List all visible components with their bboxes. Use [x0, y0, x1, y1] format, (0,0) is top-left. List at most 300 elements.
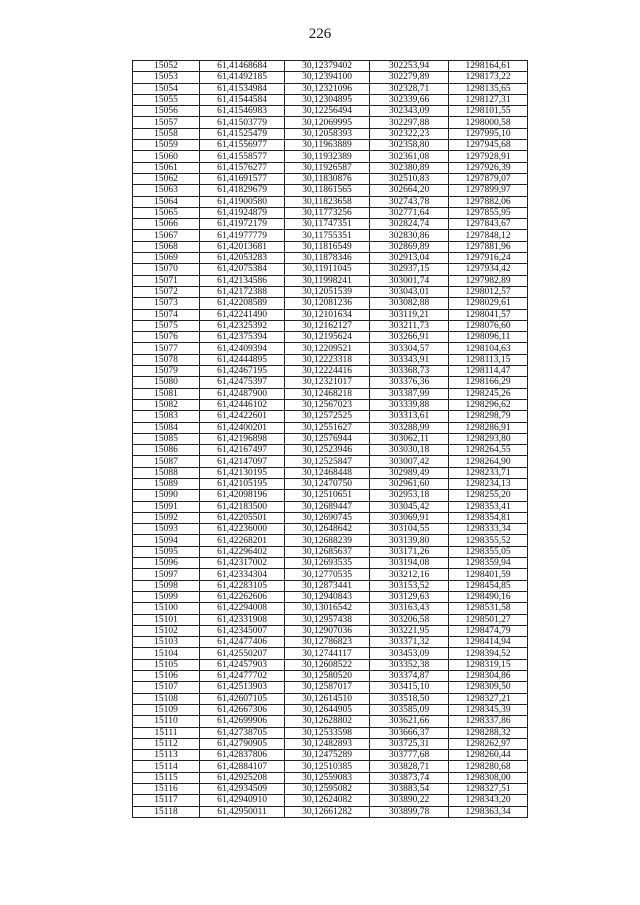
latitude-cell: 61,42294008 [200, 603, 285, 614]
y-coordinate-cell: 1297855,95 [449, 207, 528, 218]
y-coordinate-cell: 1298531,58 [449, 603, 528, 614]
x-coordinate-cell: 303453,09 [370, 648, 449, 659]
table-row [133, 162, 528, 173]
x-coordinate-cell: 303873,74 [370, 772, 449, 783]
point-number-cell: 15078 [133, 354, 200, 365]
latitude-cell: 61,42477702 [200, 671, 285, 682]
latitude-cell: 61,42467195 [200, 366, 285, 377]
point-number-cell: 15059 [133, 140, 200, 151]
latitude-cell: 61,41503779 [200, 117, 285, 128]
x-coordinate-cell: 303368,73 [370, 366, 449, 377]
x-coordinate-cell: 303890,22 [370, 795, 449, 806]
point-number-cell: 15066 [133, 219, 200, 230]
y-coordinate-cell: 1298474,79 [449, 625, 528, 636]
point-number-cell: 15055 [133, 94, 200, 105]
y-coordinate-cell: 1298173,22 [449, 72, 528, 83]
latitude-cell: 61,42925208 [200, 772, 285, 783]
y-coordinate-cell: 1298000,58 [449, 117, 528, 128]
point-number-cell: 15075 [133, 320, 200, 331]
point-number-cell: 15053 [133, 72, 200, 83]
longitude-cell: 30,12223318 [285, 354, 370, 365]
longitude-cell: 30,11963889 [285, 140, 370, 151]
point-number-cell: 15102 [133, 625, 200, 636]
y-coordinate-cell: 1298114,47 [449, 366, 528, 377]
y-coordinate-cell: 1298359,94 [449, 558, 528, 569]
point-number-cell: 15107 [133, 682, 200, 693]
table-row [133, 603, 528, 614]
page-number: 226 [308, 26, 332, 42]
y-coordinate-cell: 1298264,55 [449, 445, 528, 456]
x-coordinate-cell: 303387,99 [370, 388, 449, 399]
table-row [133, 173, 528, 184]
point-number-cell: 15117 [133, 795, 200, 806]
point-number-cell: 15074 [133, 309, 200, 320]
table-row [133, 546, 528, 557]
table-row [133, 659, 528, 670]
latitude-cell: 61,42283105 [200, 580, 285, 591]
longitude-cell: 30,12559083 [285, 772, 370, 783]
table-row [133, 535, 528, 546]
x-coordinate-cell: 302361,08 [370, 151, 449, 162]
x-coordinate-cell: 302279,89 [370, 72, 449, 83]
longitude-cell: 30,12533598 [285, 727, 370, 738]
x-coordinate-cell: 302328,71 [370, 83, 449, 94]
x-coordinate-cell: 302953,18 [370, 490, 449, 501]
x-coordinate-cell: 303585,09 [370, 704, 449, 715]
longitude-cell: 30,12628802 [285, 716, 370, 727]
table-row [133, 671, 528, 682]
x-coordinate-cell: 303082,88 [370, 298, 449, 309]
point-number-cell: 15088 [133, 467, 200, 478]
y-coordinate-cell: 1297843,67 [449, 219, 528, 230]
x-coordinate-cell: 303666,37 [370, 727, 449, 738]
latitude-cell: 61,42325392 [200, 320, 285, 331]
point-number-cell: 15062 [133, 173, 200, 184]
latitude-cell: 61,42317002 [200, 558, 285, 569]
longitude-cell: 30,11911045 [285, 264, 370, 275]
y-coordinate-cell: 1298041,57 [449, 309, 528, 320]
table-row [133, 625, 528, 636]
y-coordinate-cell: 1298293,80 [449, 433, 528, 444]
x-coordinate-cell: 303139,80 [370, 535, 449, 546]
point-number-cell: 15093 [133, 524, 200, 535]
point-number-cell: 15115 [133, 772, 200, 783]
table-row [133, 501, 528, 512]
point-number-cell: 15079 [133, 366, 200, 377]
x-coordinate-cell: 303129,63 [370, 591, 449, 602]
longitude-cell: 30,12523946 [285, 445, 370, 456]
latitude-cell: 61,41829679 [200, 185, 285, 196]
latitude-cell: 61,42098196 [200, 490, 285, 501]
point-number-cell: 15109 [133, 704, 200, 715]
point-number-cell: 15081 [133, 388, 200, 399]
y-coordinate-cell: 1297945,68 [449, 140, 528, 151]
table-row [133, 275, 528, 286]
point-number-cell: 15085 [133, 433, 200, 444]
table-row [133, 230, 528, 241]
point-number-cell: 15110 [133, 716, 200, 727]
latitude-cell: 61,42738705 [200, 727, 285, 738]
longitude-cell: 30,11878346 [285, 253, 370, 264]
point-number-cell: 15100 [133, 603, 200, 614]
y-coordinate-cell: 1298260,44 [449, 750, 528, 761]
y-coordinate-cell: 1298135,65 [449, 83, 528, 94]
point-number-cell: 15092 [133, 512, 200, 523]
y-coordinate-cell: 1297982,89 [449, 275, 528, 286]
longitude-cell: 30,11932389 [285, 151, 370, 162]
y-coordinate-cell: 1298363,34 [449, 806, 528, 817]
table-row [133, 704, 528, 715]
latitude-cell: 61,42375394 [200, 332, 285, 343]
latitude-cell: 61,41546983 [200, 106, 285, 117]
longitude-cell: 30,12468218 [285, 388, 370, 399]
y-coordinate-cell: 1298355,05 [449, 546, 528, 557]
longitude-cell: 30,12689447 [285, 501, 370, 512]
longitude-cell: 30,12907036 [285, 625, 370, 636]
table-row [133, 591, 528, 602]
latitude-cell: 61,42934509 [200, 784, 285, 795]
longitude-cell: 30,12576944 [285, 433, 370, 444]
longitude-cell: 30,11926587 [285, 162, 370, 173]
y-coordinate-cell: 1298166,29 [449, 377, 528, 388]
table-row [133, 196, 528, 207]
longitude-cell: 30,12081236 [285, 298, 370, 309]
longitude-cell: 30,12688239 [285, 535, 370, 546]
point-number-cell: 15112 [133, 738, 200, 749]
point-number-cell: 15054 [133, 83, 200, 94]
y-coordinate-cell: 1298104,63 [449, 343, 528, 354]
point-number-cell: 15056 [133, 106, 200, 117]
longitude-cell: 30,12058393 [285, 128, 370, 139]
latitude-cell: 61,42134586 [200, 275, 285, 286]
x-coordinate-cell: 303828,71 [370, 761, 449, 772]
x-coordinate-cell: 302664,20 [370, 185, 449, 196]
latitude-cell: 61,42513903 [200, 682, 285, 693]
x-coordinate-cell: 303206,58 [370, 614, 449, 625]
x-coordinate-cell: 303899,78 [370, 806, 449, 817]
x-coordinate-cell: 303163,43 [370, 603, 449, 614]
coordinates-table-body [133, 61, 528, 818]
x-coordinate-cell: 303001,74 [370, 275, 449, 286]
table-row [133, 478, 528, 489]
latitude-cell: 61,41468684 [200, 61, 285, 72]
table-row [133, 614, 528, 625]
table-row [133, 580, 528, 591]
y-coordinate-cell: 1297926,39 [449, 162, 528, 173]
table-row [133, 512, 528, 523]
latitude-cell: 61,42205501 [200, 512, 285, 523]
point-number-cell: 15098 [133, 580, 200, 591]
longitude-cell: 30,12195624 [285, 332, 370, 343]
longitude-cell: 30,12661282 [285, 806, 370, 817]
longitude-cell: 30,12162127 [285, 320, 370, 331]
longitude-cell: 30,12069995 [285, 117, 370, 128]
y-coordinate-cell: 1298354,81 [449, 512, 528, 523]
point-number-cell: 15086 [133, 445, 200, 456]
table-row [133, 467, 528, 478]
longitude-cell: 30,12957438 [285, 614, 370, 625]
table-row [133, 648, 528, 659]
table-row [133, 241, 528, 252]
y-coordinate-cell: 1298327,21 [449, 693, 528, 704]
longitude-cell: 30,12572525 [285, 411, 370, 422]
latitude-cell: 61,42196898 [200, 433, 285, 444]
latitude-cell: 61,42075384 [200, 264, 285, 275]
table-row [133, 784, 528, 795]
longitude-cell: 30,11773256 [285, 207, 370, 218]
latitude-cell: 61,42130195 [200, 467, 285, 478]
y-coordinate-cell: 1298355,52 [449, 535, 528, 546]
table-row [133, 727, 528, 738]
x-coordinate-cell: 303352,38 [370, 659, 449, 670]
x-coordinate-cell: 303104,55 [370, 524, 449, 535]
longitude-cell: 30,12551627 [285, 422, 370, 433]
y-coordinate-cell: 1298343,20 [449, 795, 528, 806]
x-coordinate-cell: 302743,78 [370, 196, 449, 207]
latitude-cell: 61,42422601 [200, 411, 285, 422]
point-number-cell: 15076 [133, 332, 200, 343]
point-number-cell: 15073 [133, 298, 200, 309]
latitude-cell: 61,42444895 [200, 354, 285, 365]
latitude-cell: 61,42345007 [200, 625, 285, 636]
y-coordinate-cell: 1298262,97 [449, 738, 528, 749]
latitude-cell: 61,42457903 [200, 659, 285, 670]
y-coordinate-cell: 1298296,62 [449, 399, 528, 410]
x-coordinate-cell: 303153,52 [370, 580, 449, 591]
longitude-cell: 30,12685637 [285, 546, 370, 557]
x-coordinate-cell: 302961,60 [370, 478, 449, 489]
longitude-cell: 30,12644905 [285, 704, 370, 715]
y-coordinate-cell: 1298288,32 [449, 727, 528, 738]
latitude-cell: 61,42167497 [200, 445, 285, 456]
table-row [133, 366, 528, 377]
y-coordinate-cell: 1298127,31 [449, 94, 528, 105]
x-coordinate-cell: 303069,91 [370, 512, 449, 523]
table-row [133, 219, 528, 230]
point-number-cell: 15071 [133, 275, 200, 286]
point-number-cell: 15064 [133, 196, 200, 207]
table-row [133, 332, 528, 343]
x-coordinate-cell: 302824,74 [370, 219, 449, 230]
latitude-cell: 61,41525479 [200, 128, 285, 139]
latitude-cell: 61,42334304 [200, 569, 285, 580]
latitude-cell: 61,42183500 [200, 501, 285, 512]
latitude-cell: 61,42550207 [200, 648, 285, 659]
x-coordinate-cell: 302869,89 [370, 241, 449, 252]
table-row [133, 377, 528, 388]
longitude-cell: 30,12468448 [285, 467, 370, 478]
longitude-cell: 30,13016542 [285, 603, 370, 614]
longitude-cell: 30,12394100 [285, 72, 370, 83]
x-coordinate-cell: 303266,91 [370, 332, 449, 343]
longitude-cell: 30,11823658 [285, 196, 370, 207]
point-number-cell: 15065 [133, 207, 200, 218]
table-row [133, 693, 528, 704]
table-row [133, 750, 528, 761]
longitude-cell: 30,11830876 [285, 173, 370, 184]
x-coordinate-cell: 303211,73 [370, 320, 449, 331]
x-coordinate-cell: 303374,87 [370, 671, 449, 682]
latitude-cell: 61,41558577 [200, 151, 285, 162]
latitude-cell: 61,42950011 [200, 806, 285, 817]
y-coordinate-cell: 1298319,15 [449, 659, 528, 670]
table-row [133, 286, 528, 297]
y-coordinate-cell: 1298233,71 [449, 467, 528, 478]
y-coordinate-cell: 1298298,79 [449, 411, 528, 422]
point-number-cell: 15083 [133, 411, 200, 422]
point-number-cell: 15080 [133, 377, 200, 388]
y-coordinate-cell: 1298113,15 [449, 354, 528, 365]
y-coordinate-cell: 1298454,85 [449, 580, 528, 591]
x-coordinate-cell: 303007,42 [370, 456, 449, 467]
table-row [133, 309, 528, 320]
table-row [133, 151, 528, 162]
y-coordinate-cell: 1298309,50 [449, 682, 528, 693]
latitude-cell: 61,42475397 [200, 377, 285, 388]
y-coordinate-cell: 1298029,61 [449, 298, 528, 309]
table-row [133, 569, 528, 580]
latitude-cell: 61,41924879 [200, 207, 285, 218]
table-row [133, 795, 528, 806]
x-coordinate-cell: 303045,42 [370, 501, 449, 512]
point-number-cell: 15057 [133, 117, 200, 128]
latitude-cell: 61,41972179 [200, 219, 285, 230]
point-number-cell: 15111 [133, 727, 200, 738]
y-coordinate-cell: 1298101,55 [449, 106, 528, 117]
y-coordinate-cell: 1297882,06 [449, 196, 528, 207]
table-row [133, 524, 528, 535]
longitude-cell: 30,12510651 [285, 490, 370, 501]
latitude-cell: 61,41492185 [200, 72, 285, 83]
latitude-cell: 61,42241490 [200, 309, 285, 320]
latitude-cell: 61,42268201 [200, 535, 285, 546]
x-coordinate-cell: 302297,88 [370, 117, 449, 128]
x-coordinate-cell: 302322,23 [370, 128, 449, 139]
x-coordinate-cell: 303621,66 [370, 716, 449, 727]
longitude-cell: 30,12693535 [285, 558, 370, 569]
table-row [133, 738, 528, 749]
table-row [133, 264, 528, 275]
longitude-cell: 30,12595082 [285, 784, 370, 795]
y-coordinate-cell: 1297934,42 [449, 264, 528, 275]
y-coordinate-cell: 1298501,27 [449, 614, 528, 625]
table-row [133, 445, 528, 456]
table-row [133, 716, 528, 727]
table-row [133, 117, 528, 128]
point-number-cell: 15091 [133, 501, 200, 512]
latitude-cell: 61,42699906 [200, 716, 285, 727]
point-number-cell: 15082 [133, 399, 200, 410]
x-coordinate-cell: 302358,80 [370, 140, 449, 151]
x-coordinate-cell: 303725,31 [370, 738, 449, 749]
longitude-cell: 30,11755351 [285, 230, 370, 241]
table-row [133, 298, 528, 309]
longitude-cell: 30,12209521 [285, 343, 370, 354]
longitude-cell: 30,12051539 [285, 286, 370, 297]
table-row [133, 72, 528, 83]
point-number-cell: 15089 [133, 478, 200, 489]
latitude-cell: 61,42400201 [200, 422, 285, 433]
table-row [133, 456, 528, 467]
y-coordinate-cell: 1298304,86 [449, 671, 528, 682]
x-coordinate-cell: 303062,11 [370, 433, 449, 444]
longitude-cell: 30,12525847 [285, 456, 370, 467]
table-row [133, 128, 528, 139]
latitude-cell: 61,42013681 [200, 241, 285, 252]
point-number-cell: 15072 [133, 286, 200, 297]
x-coordinate-cell: 303119,21 [370, 309, 449, 320]
x-coordinate-cell: 303518,50 [370, 693, 449, 704]
latitude-cell: 61,42884107 [200, 761, 285, 772]
x-coordinate-cell: 303313,61 [370, 411, 449, 422]
x-coordinate-cell: 303777,68 [370, 750, 449, 761]
latitude-cell: 61,42940910 [200, 795, 285, 806]
table-row [133, 253, 528, 264]
longitude-cell: 30,12101634 [285, 309, 370, 320]
point-number-cell: 15116 [133, 784, 200, 795]
x-coordinate-cell: 302830,86 [370, 230, 449, 241]
table-row [133, 140, 528, 151]
y-coordinate-cell: 1298245,26 [449, 388, 528, 399]
y-coordinate-cell: 1298327,51 [449, 784, 528, 795]
table-row [133, 354, 528, 365]
coordinates-table [132, 60, 528, 818]
y-coordinate-cell: 1298401,59 [449, 569, 528, 580]
point-number-cell: 15058 [133, 128, 200, 139]
x-coordinate-cell: 302343,09 [370, 106, 449, 117]
point-number-cell: 15095 [133, 546, 200, 557]
point-number-cell: 15090 [133, 490, 200, 501]
latitude-cell: 61,42446102 [200, 399, 285, 410]
latitude-cell: 61,42409394 [200, 343, 285, 354]
longitude-cell: 30,11861565 [285, 185, 370, 196]
y-coordinate-cell: 1297881,96 [449, 241, 528, 252]
x-coordinate-cell: 303415,10 [370, 682, 449, 693]
table-row [133, 558, 528, 569]
table-row [133, 490, 528, 501]
x-coordinate-cell: 302339,66 [370, 94, 449, 105]
point-number-cell: 15118 [133, 806, 200, 817]
latitude-cell: 61,41534984 [200, 83, 285, 94]
longitude-cell: 30,12873441 [285, 580, 370, 591]
x-coordinate-cell: 303212,16 [370, 569, 449, 580]
longitude-cell: 30,12224416 [285, 366, 370, 377]
latitude-cell: 61,41900580 [200, 196, 285, 207]
y-coordinate-cell: 1297928,91 [449, 151, 528, 162]
table-row [133, 772, 528, 783]
x-coordinate-cell: 302771,64 [370, 207, 449, 218]
longitude-cell: 30,12770535 [285, 569, 370, 580]
longitude-cell: 30,12567023 [285, 399, 370, 410]
y-coordinate-cell: 1297916,24 [449, 253, 528, 264]
y-coordinate-cell: 1298333,34 [449, 524, 528, 535]
table-row [133, 106, 528, 117]
table-row [133, 83, 528, 94]
table-row [133, 422, 528, 433]
y-coordinate-cell: 1298012,57 [449, 286, 528, 297]
longitude-cell: 30,12482893 [285, 738, 370, 749]
point-number-cell: 15069 [133, 253, 200, 264]
x-coordinate-cell: 303194,08 [370, 558, 449, 569]
point-number-cell: 15104 [133, 648, 200, 659]
x-coordinate-cell: 302913,04 [370, 253, 449, 264]
latitude-cell: 61,42477406 [200, 637, 285, 648]
table-row [133, 761, 528, 772]
y-coordinate-cell: 1298308,00 [449, 772, 528, 783]
latitude-cell: 61,42208589 [200, 298, 285, 309]
table-row [133, 682, 528, 693]
longitude-cell: 30,12690745 [285, 512, 370, 523]
